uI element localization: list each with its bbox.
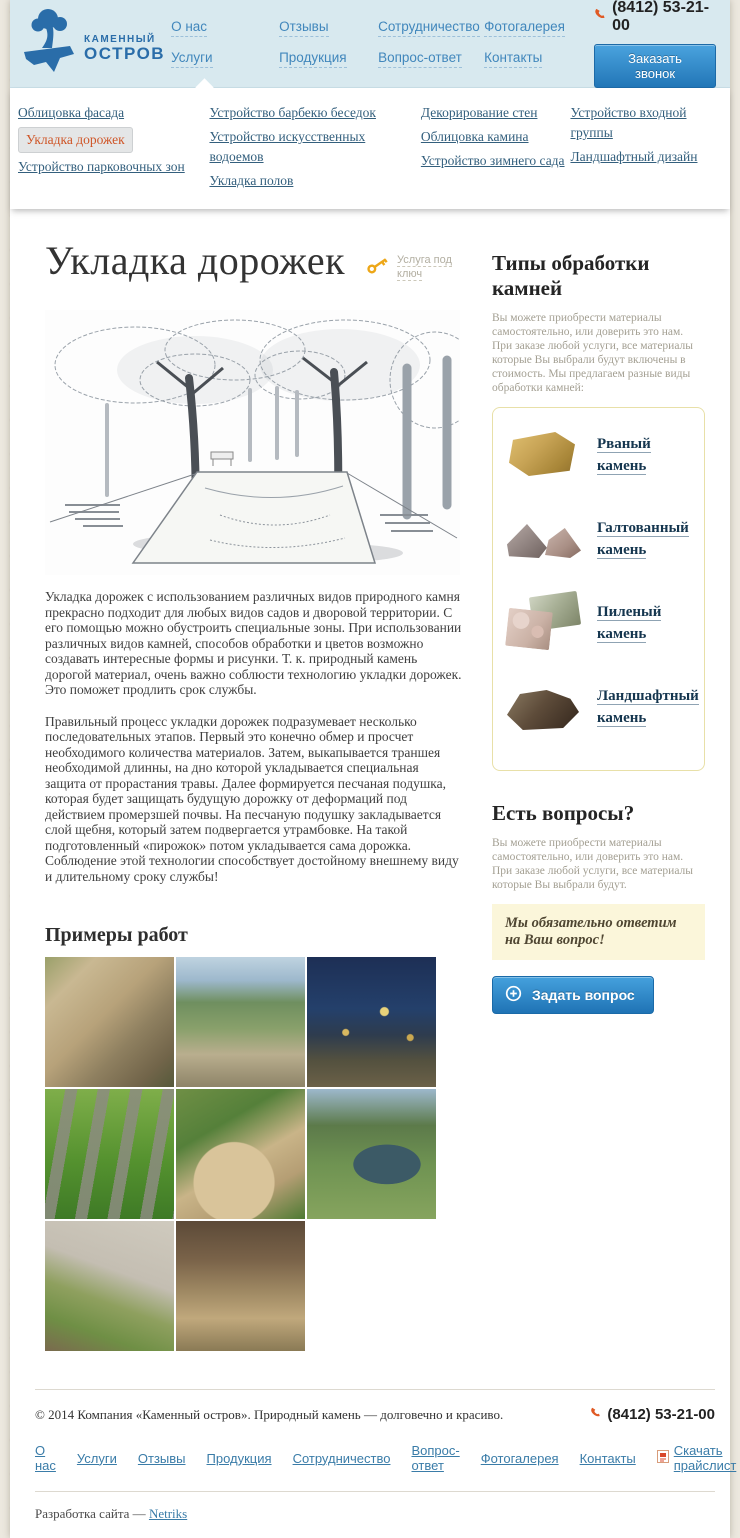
- tumbled-stone-image: [505, 508, 585, 570]
- stone-types-title: Типы обработки камней: [492, 251, 650, 300]
- submenu-parking-zones[interactable]: Устройство парковочных зон: [18, 159, 185, 174]
- submenu-winter-garden[interactable]: Устройство зимнего сада: [420, 153, 565, 168]
- stone-item-sawn[interactable]: [505, 592, 692, 654]
- nav-column-4: [484, 19, 594, 68]
- nav-products[interactable]: Продукция: [279, 50, 347, 68]
- article-column: [45, 209, 470, 1351]
- turnkey-service-link[interactable]: [367, 253, 459, 282]
- submenu-column-2: [209, 99, 420, 195]
- main-nav: [171, 19, 594, 68]
- article-paragraph-2: Правильный процесс укладки дорожек подразумевает несколько последовательных этапов. Первый это конечно обмер и просчет необходимого количества материалов. Затем, выкапывается траншея необходимой длинны, на дно которой укладывается специальная защита от прорастания травы. Далее формируется песчаная подушка, которая будет защищать будущую дорожку от деформаций под действием промерзшей почвы. На песчаную подушку закладывается слой щебня, который затем подвергается утрамбовке. На такой подготовленный «пирожок» потом укладывается сама дорожка. Соблюдение этой технологии способствует достойному внешнему виду и длительному сроку службы!: [45, 713, 459, 884]
- gallery-photo-path-along-house[interactable]: [176, 957, 305, 1087]
- order-call-button[interactable]: Заказать звонок: [594, 44, 716, 88]
- nav-about[interactable]: О нас: [171, 19, 207, 37]
- footer-nav-cooperation[interactable]: Сотрудничество: [292, 1450, 391, 1466]
- footer-top-row: [35, 1406, 715, 1423]
- nav-column-3: [378, 19, 484, 68]
- phone-icon: [594, 8, 607, 26]
- title-row: [45, 237, 470, 284]
- logo-island-tree-icon: [20, 8, 78, 79]
- submenu-entrance-group[interactable]: Устройство входной группы: [570, 105, 687, 140]
- gallery-photo-stone-steps[interactable]: [45, 957, 174, 1087]
- submenu-artificial-ponds[interactable]: Устройство искусственных водоемов: [209, 129, 366, 164]
- stone-types-intro: Вы можете приобрести материалы самостоятельно, или доверить это нам. При заказе любой услуги, все материалы которые Вы выбрали будут включены в стоимость. Мы предлагаем разные виды обработки камней:: [492, 312, 693, 394]
- footer-nav: [35, 1443, 737, 1473]
- turnkey-label: Услуга под ключ: [397, 254, 452, 281]
- header-phone-number: (8412) 53-21-00: [612, 0, 710, 34]
- gallery-photo-stepping-stones[interactable]: [45, 1089, 174, 1219]
- gallery-photo-night-lighting[interactable]: [307, 957, 436, 1087]
- pricelist-document-icon: [657, 1450, 669, 1467]
- logo-name-bottom: ОСТРОВ: [84, 44, 166, 63]
- stone-item-tumbled[interactable]: [505, 508, 692, 570]
- nav-services[interactable]: Услуги: [171, 50, 213, 68]
- footer-nav-services[interactable]: Услуги: [76, 1450, 117, 1466]
- pricelist-link[interactable]: Скачать прайслист: [673, 1443, 737, 1473]
- submenu-column-1: [18, 99, 209, 195]
- footer-nav-photogallery[interactable]: Фотогалерея: [480, 1450, 559, 1466]
- sawn-stone-image: [505, 592, 585, 654]
- ask-question-button[interactable]: [492, 976, 654, 1014]
- submenu-landscape-design[interactable]: Ландшафтный дизайн: [570, 149, 698, 164]
- submenu-fireplace-cladding[interactable]: Облицовка камина: [420, 129, 529, 144]
- circle-plus-icon: [505, 985, 522, 1005]
- nav-contacts[interactable]: Контакты: [484, 50, 542, 68]
- submenu-floor-laying[interactable]: Укладка полов: [209, 173, 294, 188]
- article-paragraph-1: Укладка дорожек с использованием различных видов природного камня прекрасно подходит для любых видов садов и дворовой территории. С его помощью можно обустроить специальные зоны. При использовании различных видов камней, способов обработки и цветов возможно создавать интересные формы и рисунки. Т. к. природный камень дорогой материал, очень важно соблюсти технологию укладки дорожек. Это поможет продлить срок службы.: [45, 589, 462, 697]
- tumbled-stone-link[interactable]: Галтованный камень: [597, 519, 689, 558]
- landscape-stone-image: [505, 676, 585, 738]
- footer-nav-faq[interactable]: Вопрос-ответ: [411, 1443, 460, 1473]
- stone-types-box: [492, 407, 705, 771]
- work-examples-gallery: [45, 957, 470, 1351]
- nav-photogallery[interactable]: Фотогалерея: [484, 19, 565, 37]
- sidebar: [470, 209, 705, 1351]
- footer-nav-about[interactable]: О нас: [35, 1443, 56, 1473]
- gallery-photo-pond-path[interactable]: [307, 1089, 436, 1219]
- logo-name-top: КАМЕННЫЙ: [84, 34, 156, 45]
- logo-text: [84, 35, 165, 62]
- park-alley-sketch-image: [45, 310, 460, 575]
- footer-nav-reviews[interactable]: Отзывы: [137, 1450, 186, 1466]
- services-submenu: [10, 88, 730, 209]
- torn-stone-link[interactable]: Рваный камень: [597, 435, 651, 474]
- ask-question-label: Задать вопрос: [532, 987, 635, 1003]
- header-phone: [594, 0, 716, 35]
- submenu-path-laying-active[interactable]: Укладка дорожек: [18, 127, 133, 153]
- submenu-facade-cladding[interactable]: Облицовка фасада: [18, 105, 125, 120]
- download-pricelist[interactable]: [657, 1443, 737, 1473]
- submenu-bbq-gazebos[interactable]: Устройство барбекю беседок: [209, 105, 376, 120]
- credits-row: [35, 1491, 715, 1538]
- credits-text: Разработка сайта —: [35, 1506, 149, 1521]
- gallery-photo-gravel-path[interactable]: [45, 1221, 174, 1351]
- questions-title: Есть вопросы?: [492, 801, 635, 825]
- submenu-column-4: [570, 99, 730, 195]
- site-header: [10, 0, 730, 88]
- submenu-column-3: [421, 99, 571, 195]
- page-title: Укладка дорожек: [45, 238, 346, 283]
- nav-reviews[interactable]: Отзывы: [279, 19, 328, 37]
- footer-phone-icon: [590, 1406, 602, 1423]
- sawn-stone-link[interactable]: Пиленый камень: [597, 603, 662, 642]
- nav-faq[interactable]: Вопрос-ответ: [378, 50, 462, 68]
- footer-phone-number: (8412) 53-21-00: [607, 1406, 715, 1423]
- footer-nav-products[interactable]: Продукция: [206, 1450, 272, 1466]
- footer-phone: [590, 1406, 715, 1423]
- examples-title: Примеры работ: [45, 924, 188, 946]
- nav-column-2: [279, 19, 378, 68]
- questions-highlight: Мы обязательно ответим на Ваш вопрос!: [492, 904, 705, 960]
- footer-nav-contacts[interactable]: Контакты: [579, 1450, 636, 1466]
- landscape-stone-link[interactable]: Ландшафтный камень: [597, 687, 699, 726]
- main-content: [10, 209, 730, 1351]
- nav-column-1: [171, 19, 279, 68]
- credits-netriks-link[interactable]: Netriks: [148, 1506, 188, 1521]
- logo[interactable]: [20, 8, 165, 79]
- stone-item-landscape[interactable]: [505, 676, 699, 738]
- gallery-photo-stone-patio[interactable]: [176, 1221, 305, 1351]
- stone-item-torn[interactable]: [505, 424, 692, 486]
- torn-stone-image: [505, 424, 585, 486]
- copyright-text: © 2014 Компания «Каменный остров». Природный камень — долговечно и красиво.: [35, 1406, 504, 1422]
- header-right: [594, 0, 716, 88]
- gallery-photo-paved-path[interactable]: [176, 1089, 305, 1219]
- page-container: [10, 0, 737, 1538]
- questions-text: Вы можете приобрести материалы самостоятельно, или доверить это нам. При заказе любой услуги, все материалы которые Вы выбрали будут.: [492, 837, 693, 891]
- site-footer: [35, 1389, 737, 1538]
- submenu-wall-decoration[interactable]: Декорирование стен: [420, 105, 538, 120]
- key-icon: [363, 252, 394, 282]
- nav-cooperation[interactable]: Сотрудничество: [378, 19, 480, 37]
